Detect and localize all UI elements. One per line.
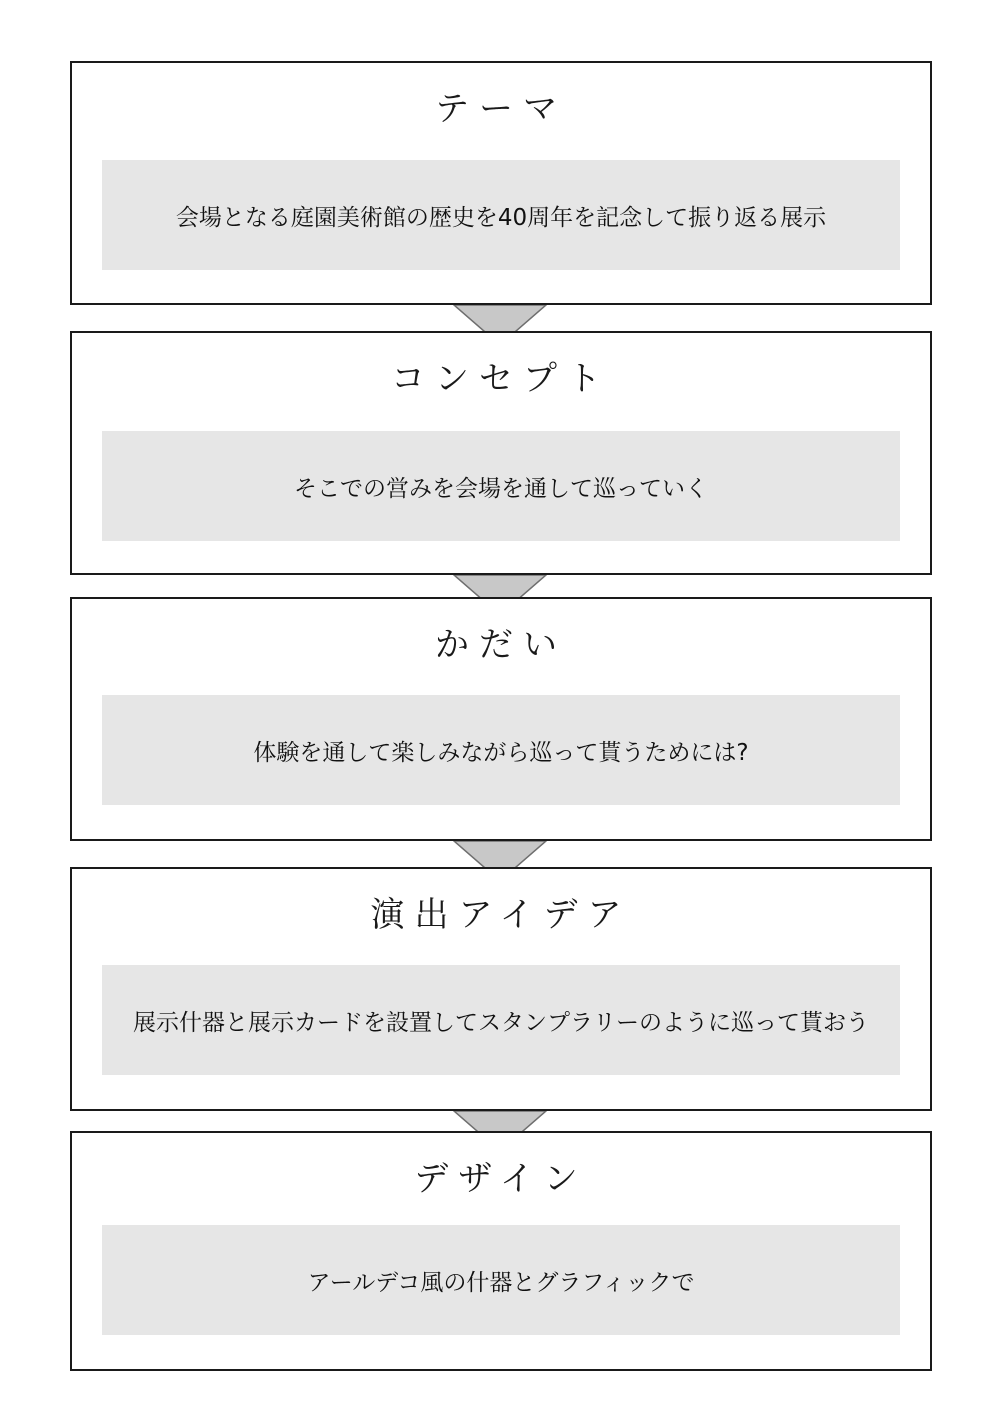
step-text-theme: 会場となる庭園美術館の歴史を40周年を記念して振り返る展示 xyxy=(175,204,827,231)
step-text-idea: 展示什器と展示カードを設置してスタンプラリーのように巡って貰おう xyxy=(133,1009,869,1036)
step-panel-issue xyxy=(102,695,900,805)
step-panel-idea xyxy=(102,965,900,1075)
step-title-theme: テーマ xyxy=(435,89,567,129)
step-title-design: デザイン xyxy=(414,1159,588,1199)
step-title-idea: 演出アイデア xyxy=(370,895,632,935)
step-title-concept: コンセプト xyxy=(391,359,611,399)
step-title-issue: かだい xyxy=(435,625,567,665)
step-idea xyxy=(70,867,932,1111)
step-panel-theme xyxy=(102,160,900,270)
step-panel-design xyxy=(102,1225,900,1335)
step-text-concept: そこでの営みを会場を通して巡っていく xyxy=(294,475,708,502)
step-text-design: アールデコ風の什器とグラフィックで xyxy=(307,1269,695,1296)
step-issue xyxy=(70,597,932,841)
step-panel-concept xyxy=(102,431,900,541)
step-design xyxy=(70,1131,932,1371)
step-theme xyxy=(70,61,932,305)
step-concept xyxy=(70,331,932,575)
step-text-issue: 体験を通して楽しみながら巡って貰うためには? xyxy=(253,739,749,766)
